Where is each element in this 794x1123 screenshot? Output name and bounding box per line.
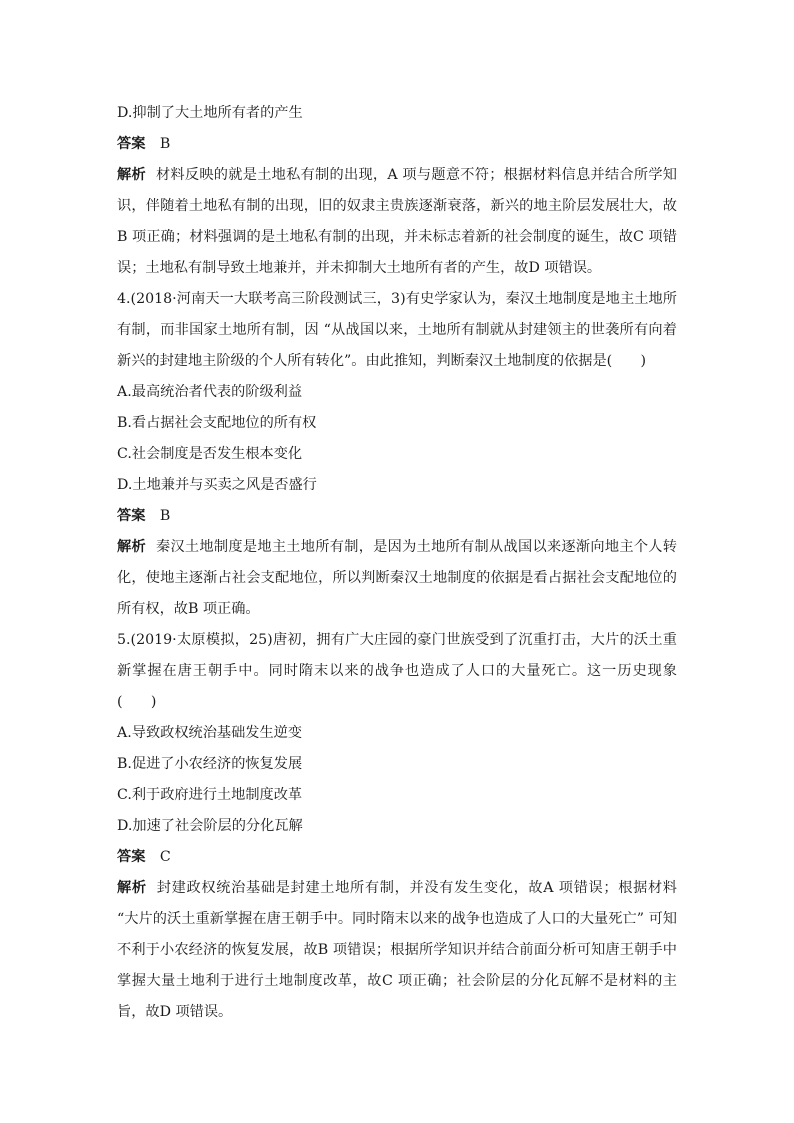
q4-analysis-text: 秦汉土地制度是地主土地所有制，是因为土地所有制从战国以来逐渐向地主个人转化，使地主逐渐占社会支配地位，所以判断秦汉土地制度的依据是看占据社会支配地位的所有权，故B 项正确。 xyxy=(117,539,677,617)
q3-analysis-text: 材料反映的就是土地私有制的出现，A 项与题意不符；根据材料信息并结合所学知识，伴随着土地私有制的出现，旧的奴隶主贵族逐渐衰落，新兴的地主阶层发展壮大，故B 项正确；材料强调的是土地私有制的出现，并未标志着新的社会制度的诞生，故C 项错误；土地私有制导致土地兼并，并未抑制大土地所有者的产生，故D 项错误。 xyxy=(117,167,677,276)
q4-analysis-label: 解析 xyxy=(117,539,146,555)
q4-stem: 4.(2018·河南天一大联考高三阶段测试三，3)有史学家认为，秦汉土地制度是地主土地所有制，而非国家土地所有制，因 “从战国以来，土地所有制就从封建领主的世袭所有向着新兴的封建地主阶级的个人所有转化”。由此推知，判断秦汉土地制度的依据是( ) xyxy=(117,291,677,369)
q3-answer-label: 答案 xyxy=(117,136,146,152)
q5-answer-label: 答案 xyxy=(117,849,146,865)
q3-answer-value: B xyxy=(159,136,171,152)
q3-answer xyxy=(117,129,677,160)
q4-answer-value: B xyxy=(159,508,171,524)
q5-analysis xyxy=(117,873,677,1028)
q4-answer-label: 答案 xyxy=(117,508,146,524)
q5-answer-value: C xyxy=(159,849,171,865)
q4-option-c: C.社会制度是否发生根本变化 xyxy=(117,446,303,462)
q5-answer xyxy=(117,842,677,873)
q5-option-c: C.利于政府进行土地制度改革 xyxy=(117,787,303,803)
q3-option-d: D.抑制了大土地所有者的产生 xyxy=(117,105,303,121)
q4-answer xyxy=(117,501,677,532)
q3-analysis-label: 解析 xyxy=(117,167,146,183)
q4-option-d: D.土地兼并与买卖之风是否盛行 xyxy=(117,477,317,493)
q5-stem: 5.(2019·太原模拟，25)唐初，拥有广大庄园的豪门世族受到了沉重打击，大片的沃土重新掌握在唐王朝手中。同时隋末以来的战争也造成了人口的大量死亡。这一历史现象( ) xyxy=(117,632,677,710)
q5-option-a: A.导致政权统治基础发生逆变 xyxy=(117,725,303,741)
q5-option-d: D.加速了社会阶层的分化瓦解 xyxy=(117,818,303,834)
q3-analysis xyxy=(117,160,677,284)
q5-analysis-text: 封建政权统治基础是封建土地所有制，并没有发生变化，故A 项错误；根据材料 “大片的沃土重新掌握在唐王朝手中。同时隋末以来的战争也造成了人口的大量死亡” 可知不利于小农经济的恢复发展，故B 项错误；根据所学知识并结合前面分析可知唐王朝手中掌握大量土地利于进行土地制度改革，故C 项正确；社会阶层的分化瓦解不是材料的主旨，故D 项错误。 xyxy=(117,880,677,1020)
q4-option-b: B.看占据社会支配地位的所有权 xyxy=(117,415,317,431)
q4-analysis xyxy=(117,532,677,625)
page-content xyxy=(117,98,677,1028)
q5-analysis-label: 解析 xyxy=(117,880,147,896)
q5-option-b: B.促进了小农经济的恢复发展 xyxy=(117,756,303,772)
q4-option-a: A.最高统治者代表的阶级利益 xyxy=(117,384,303,400)
